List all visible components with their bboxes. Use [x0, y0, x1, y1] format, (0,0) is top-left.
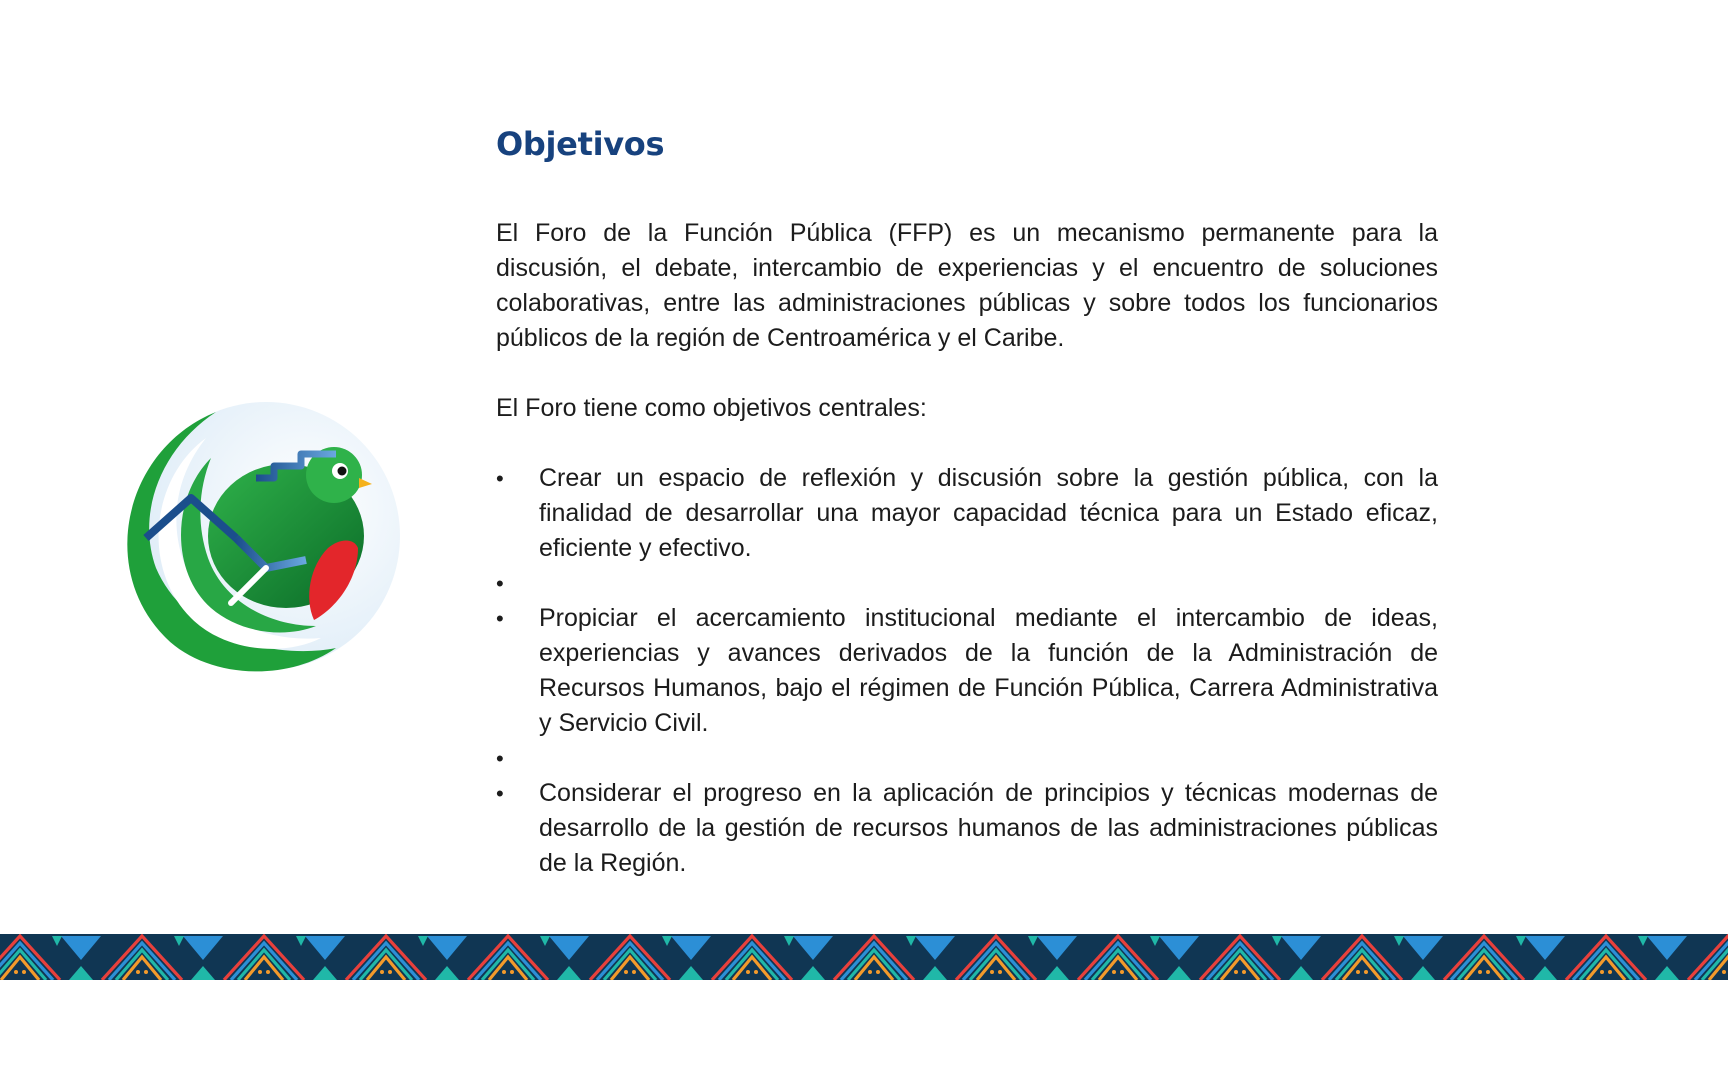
- lead-paragraph: El Foro tiene como objetivos centrales:: [496, 394, 927, 422]
- list-item: [496, 776, 1438, 881]
- mayan-textile-pattern-icon: [0, 934, 1728, 980]
- list-item-text: Propiciar el acercamiento institucional mediante el intercambio de ideas, experiencias y avances derivados de la función de la Administración de Recursos Humanos, bajo el régimen de Función Pública, Carrera Administrativa y Servicio Civil.: [539, 604, 1438, 737]
- objectives-list: [496, 461, 1438, 881]
- bullet-icon: •: [496, 466, 504, 491]
- list-item: [496, 461, 1438, 566]
- objectives-section: [496, 122, 1438, 881]
- quetzal-logo: [96, 398, 406, 688]
- list-item: [496, 601, 1438, 741]
- list-item-text: Crear un espacio de reflexión y discusión sobre la gestión pública, con la finalidad de desarrollar una mayor capacidad técnica para un Estado eficaz, eficiente y efectivo.: [539, 464, 1438, 562]
- bullet-icon: •: [496, 571, 504, 596]
- quetzal-bird-logo-icon: [96, 398, 406, 688]
- intro-paragraph: El Foro de la Función Pública (FFP) es un mecanismo permanente para la discusión, el debate, intercambio de experiencias y el encuentro de soluciones colaborativas, entre las administraciones públicas y sobre todos los funcionarios públicos de la región de Centroamérica y el Caribe.: [496, 219, 1438, 352]
- bullet-icon: •: [496, 746, 504, 771]
- decorative-band: [0, 934, 1728, 980]
- page-title: Objetivos: [496, 125, 665, 163]
- bullet-icon: •: [496, 781, 504, 806]
- list-item-text: Considerar el progreso en la aplicación de principios y técnicas modernas de desarrollo de la gestión de recursos humanos de las administraciones públicas de la Región.: [539, 779, 1438, 877]
- bullet-icon: •: [496, 606, 504, 631]
- list-item: [496, 741, 1438, 776]
- list-item: [496, 566, 1438, 601]
